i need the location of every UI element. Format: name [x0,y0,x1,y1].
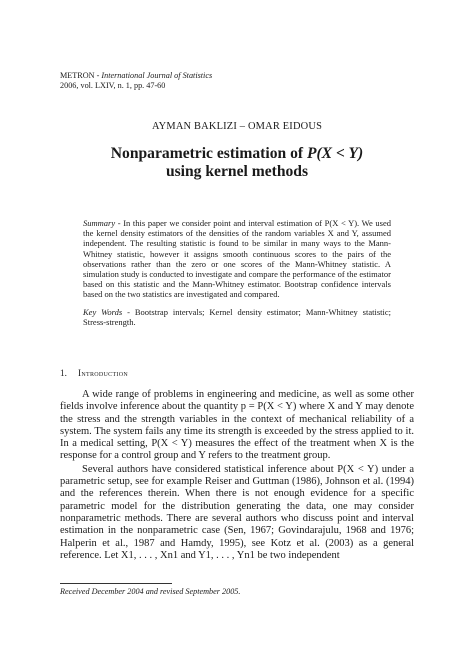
title-line2: using kernel methods [165,163,309,180]
abstract-text-2: A simulation study is conducted to investigate and compare the performance of the estimator based on this statistic and the Mann-Whitney estimator. Bootstrap confidence intervals based on the two statistics are investigated and compared. [83,258,392,300]
paper-title [60,145,414,181]
keywords [83,307,391,327]
paper-page [60,0,414,669]
abstract-text: - In this paper we consider point and interval estimation of P(X < Y). We used the kernel density estimators of the densities of the random variables X and Y, assumed independent. The resulting statistic is found to be similar in many ways to the Mann-Whitney statistic, however it assigns smooth continuous scores to the pairs of the observations rather than the zero or one scores of the Mann-Whitney statistic. [83,218,391,269]
footnote-rule [60,583,172,584]
section-title: Introduction [78,368,128,378]
section-number: 1. [60,368,67,378]
keywords-text: - Bootstrap intervals; Kernel density estimator; Mann-Whitney statistic; Stress-strength. [83,307,391,328]
section-heading [60,368,128,378]
journal-header [60,71,212,91]
abstract [83,218,391,300]
body-text [60,389,414,562]
paragraph: Several authors have considered statistical inference about P(X < Y) under a parametric setup, see for example Reiser and Guttman (1986), Johnson et al. (1994) and the references therein. When there is not enough evidence for a specific parametric model for the distribution generating the data, one may consider nonparametric methods. There are several authors who discuss point and interval estimation in the nonparametric case (Sen, 1967; Govindarajulu, 1968 and 1976; Halperin et al., 1987 and Hamdy, 1995), see Kotz et al. (2003) as a general reference. Let X1, . . . , Xn1 and Y1, . . . , Yn1 be two independent [60,463,414,561]
abstract-label: Summary [83,218,116,228]
footnote: Received December 2004 and revised September 2005. [60,587,241,596]
journal-name: International Journal of Statistics [101,71,213,80]
title-line1: Nonparametric estimation of [110,145,307,162]
journal-prefix: METRON - [60,71,102,80]
authors: AYMAN BAKLIZI – OMAR EIDOUS [151,121,323,132]
volume-line: 2006, vol. LXIV, n. 1, pp. 47-60 [60,81,166,90]
paragraph: A wide range of problems in engineering and medicine, as well as some other fields involve inference about the quantity p = P(X < Y) where X and Y may denote the stress and the strength variables in the context of mechanical reliability of a system. The system fails any time its strength is exceeded by the stress applied to it. In a medical setting, P(X < Y) measures the effect of the treatment when X is the response for a control group and Y refers to the treatment group. [60,389,414,462]
title-math: P(X < Y) [306,145,364,162]
keywords-label: Key Words [83,307,123,317]
